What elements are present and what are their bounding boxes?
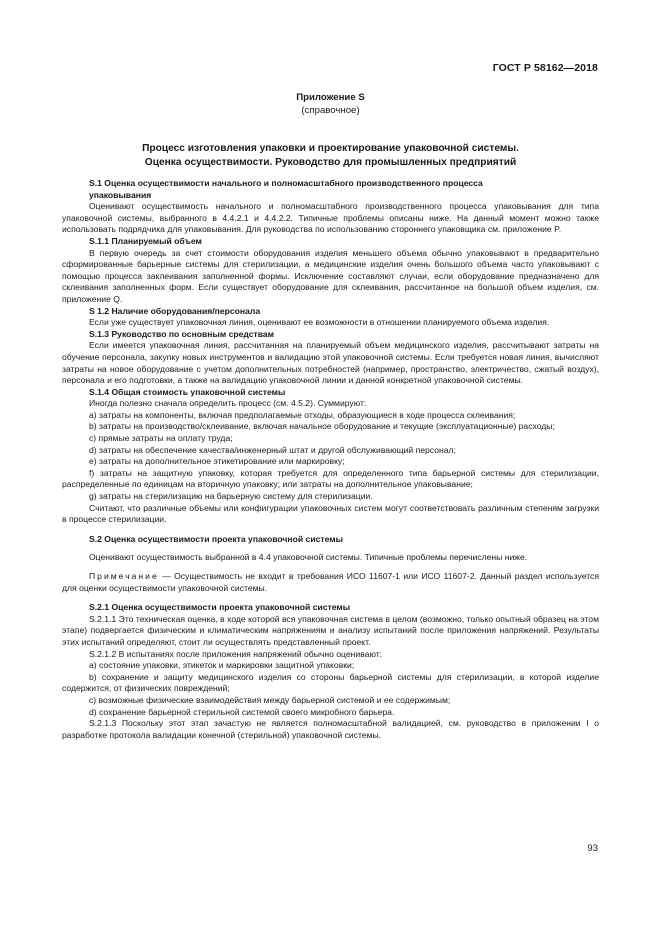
paragraph: S.2.1.1 Это техническая оценка, в ходе которой вся упаковочная система в целом (возможно, только опытный образец на этом этапе) подвергается физическим и климатическим напряжениям и анализу испытаний после приложения напряжений. Результаты этих испытаний определяют, стоит ли осуществлять представленный проект. bbox=[62, 613, 599, 647]
subsection-heading: S.1.1 Планируемый объем bbox=[89, 235, 202, 246]
section-s1-heading-line-1: S.1 Оценка осуществимости начального и полномасштабного производственного процесса bbox=[89, 178, 483, 188]
subsection-heading: S.1.3 Руководство по основным средствам bbox=[89, 328, 275, 339]
note bbox=[62, 571, 599, 594]
note-text: — Осуществимость не входит в требования ИСО 11607-1 или ИСО 11607-2. Данный раздел используется для оценки осуществимости упаковочной системы. bbox=[62, 571, 599, 593]
subsection-heading: S.1.4 Общая стоимость упаковочной системы bbox=[89, 386, 286, 397]
annex-heading bbox=[0, 92, 661, 117]
title-line-1: Процесс изготовления упаковки и проектирование упаковочной системы. bbox=[142, 143, 519, 154]
paragraph: Оценивают осуществимость начального и полномасштабного производственного процесса упаковывания для типа упаковочной системы, выбранного в 4.4.2.1 и 4.4.2.2. Типичные проблемы описаны ниже. На данный момент можно также использовать подрядчика для упаковывания. Для руководства по использованию стороннего упаковщика см. приложение P. bbox=[62, 201, 599, 235]
list-item: d) сохранение барьерной стерильной системой своего микробного барьера. bbox=[89, 706, 395, 717]
section-s2-heading: S.2 Оценка осуществимости проекта упаковочной системы bbox=[89, 533, 343, 544]
list-item: c) прямые затраты на оплату труда; bbox=[89, 433, 233, 444]
subsection-heading: S 1.2 Наличие оборудования/персонала bbox=[89, 305, 261, 316]
paragraph: Если уже существует упаковочная линия, оценивают ее возможности в отношении планируемого объема изделия. bbox=[89, 317, 550, 328]
paragraph: Оценивают осуществимость выбранной в 4.4 упаковочной системы. Типичные проблемы перечислены ниже. bbox=[89, 552, 528, 563]
paragraph: S.2.1.2 В испытаниях после приложения напряжений обычно оценивают: bbox=[89, 648, 383, 659]
list-item: a) состояние упаковки, этикеток и маркировки защитной упаковки; bbox=[89, 660, 355, 671]
list-item: a) затраты на компоненты, включая предполагаемые отходы, образующиеся в ходе процесса склеивания; bbox=[89, 409, 516, 420]
document-title bbox=[60, 142, 601, 170]
standard-number: ГОСТ Р 58162—2018 bbox=[492, 62, 598, 74]
annex-subtitle: (справочное) bbox=[301, 104, 360, 116]
paragraph: Если имеется упаковочная линия, рассчитанная на планируемый объем медицинского изделия, рассчитывают затраты на обучение персонала, закупку новых инструментов и валидацию этой упаковочной системы. Если требуется новая линия, вычисляют затраты на новое оборудование с учетом дополнительных потребностей (например, пространство, электричество, сжатый воздух), персонала и его подготовки, а также на валидацию упаковочной линии и данной конкретной упаковочной системы. bbox=[62, 340, 599, 386]
list-item: f) затраты на защитную упаковку, которая требуется для определенного типа барьерной системы для стерилизации, распределенные по единицам на вторичную упаковку; или затраты на дополнительное упаковывание; bbox=[62, 467, 599, 490]
list-item: d) затраты на обеспечение качества/инженерный штат и другой обслуживающий персонал; bbox=[89, 444, 456, 455]
note-label: Примечание bbox=[89, 571, 159, 581]
subsection-heading: S.2.1 Оценка осуществимости проекта упаковочной системы bbox=[89, 602, 351, 613]
paragraph: S.2.1.3 Поскольку этот этап зачастую не является полномасштабной валидацией, см. руководство в приложении I о разработке протокола валидации конечной (стерильной) упаковочной системы. bbox=[62, 718, 599, 740]
title-line-2: Оценка осуществимости. Руководство для промышленных предприятий bbox=[144, 157, 517, 168]
list-item: b) сохранение и защиту медицинского изделия со стороны барьерной системы для стерилизации, в которой изделие содержится, от физических повреждений; bbox=[62, 671, 599, 694]
page-number: 93 bbox=[587, 843, 598, 854]
document-body bbox=[62, 178, 599, 741]
paragraph: Считают, что различные объемы или конфигурации упаковочных систем могут соответствовать различным степеням загрузки в процессе стерилизации. bbox=[62, 502, 599, 525]
paragraph: В первую очередь за счет стоимости оборудования изделия меньшего объема обычно упаковывают в предварительно сформированные барьерные системы для стерилизации, а медицинские изделия очень большого объема часто упаковывают с помощью процесса заклеивания заполненной формы. Исключение составляют случаи, если оборудование предназначено для склеивания заполненных форм. Если существует оборудование для склеивания, рассчитанное на большой объем изделия, см. приложение Q. bbox=[62, 247, 599, 304]
list-item: g) затраты на стерилизацию на барьерную систему для стерилизации. bbox=[89, 491, 373, 502]
list-item: b) затраты на производство/склеивание, включая начальное оборудование и текущие (эксплуатационные) расходы; bbox=[89, 421, 555, 432]
list-item: c) возможные физические взаимодействия между барьерной системой и ее содержимым; bbox=[89, 694, 451, 705]
paragraph: Иногда полезно сначала определить процесс (см. 4.5.2). Суммируют: bbox=[89, 398, 367, 409]
list-item: e) затраты на дополнительное этикетирование или маркировку; bbox=[89, 456, 345, 467]
annex-title: Приложение S bbox=[296, 92, 365, 103]
section-s1-heading-line-2: упаковывания bbox=[89, 189, 152, 200]
section-s1-heading bbox=[62, 178, 599, 201]
